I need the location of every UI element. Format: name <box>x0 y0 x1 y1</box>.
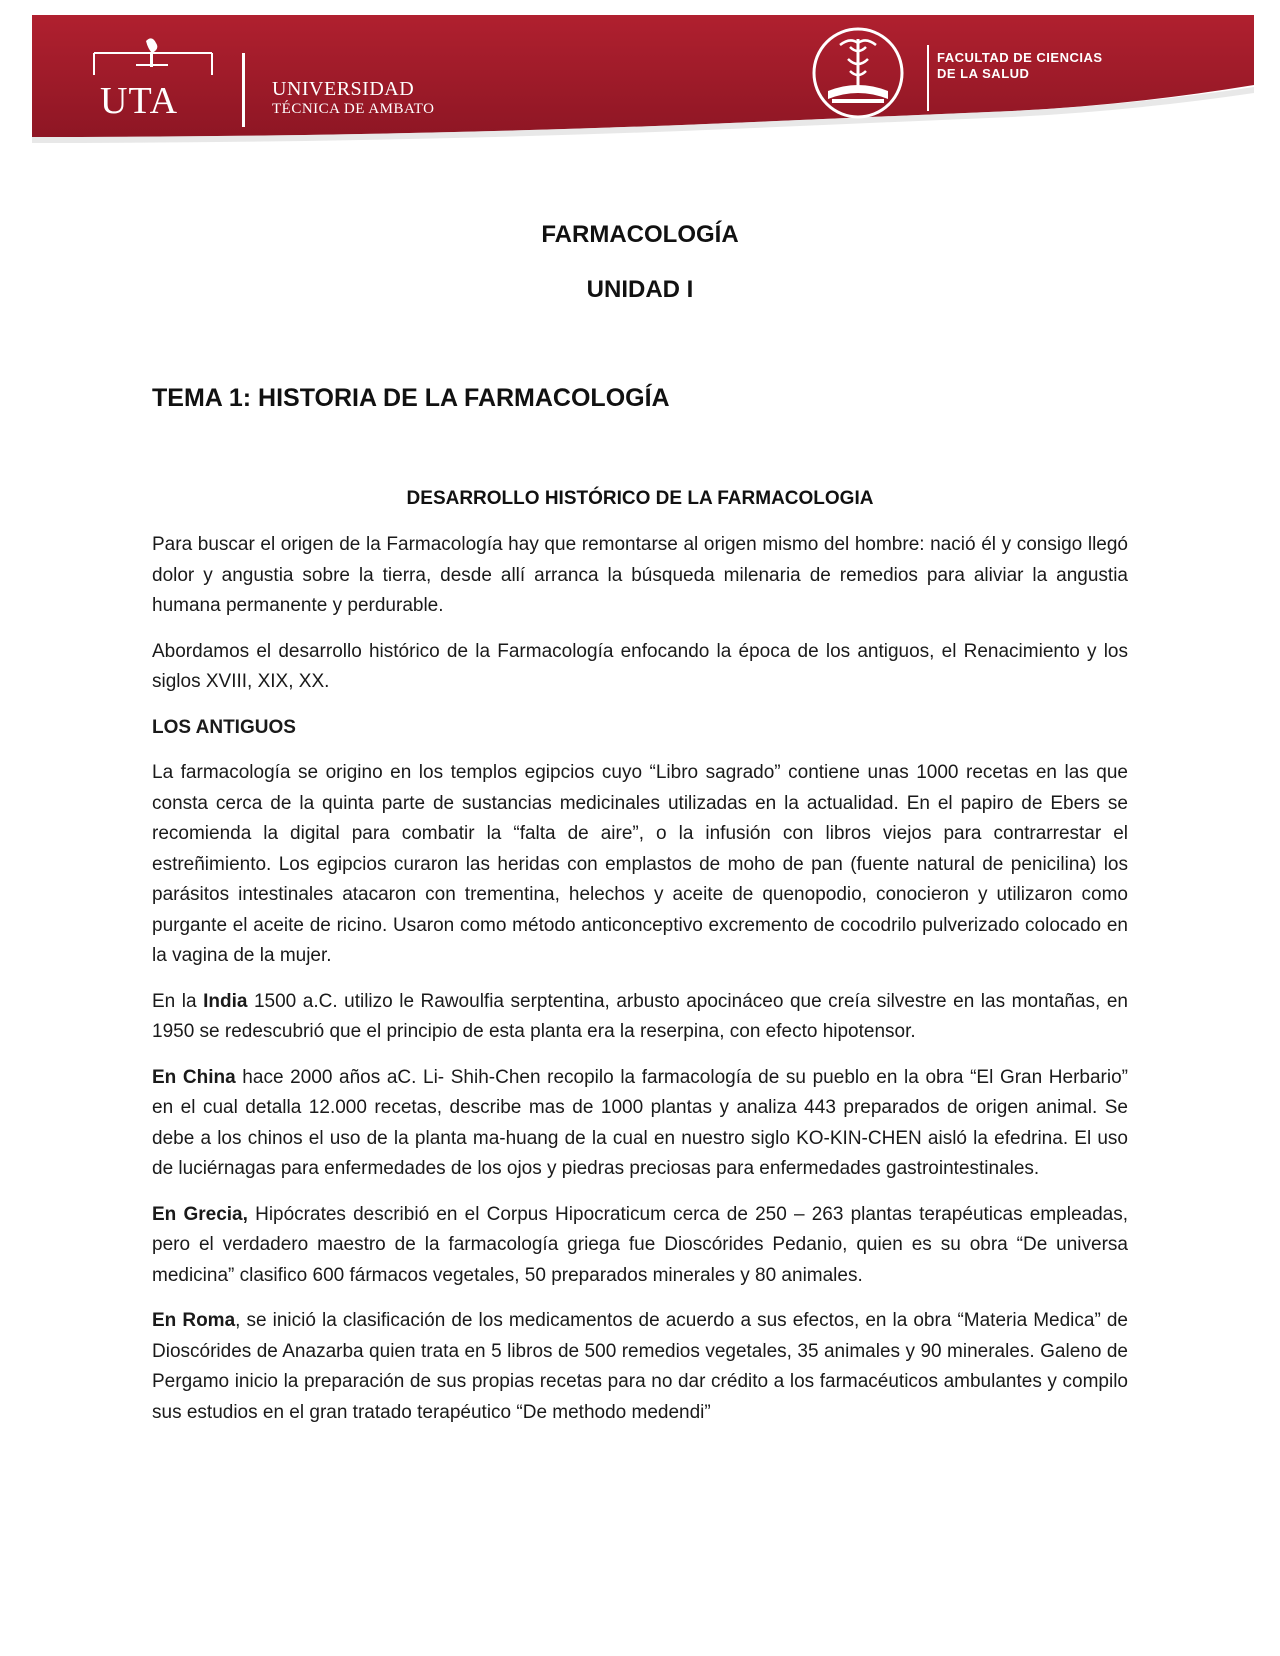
paragraph-approach: Abordamos el desarrollo histórico de la Farmacología enfocando la época de los antiguos, el Renacimiento y los siglos XVIII, XIX, XX. <box>152 640 1128 692</box>
greece-label: En Grecia, <box>152 1203 248 1225</box>
paragraph-greece <box>152 1200 1128 1292</box>
paragraph-rome <box>152 1306 1128 1428</box>
china-text: hace 2000 años aC. Li- Shih-Chen recopilo la farmacología de su pueblo en la obra “El Gran Herbario” en el cual detalla 12.000 recetas, describe mas de 1000 plantas y analiza 443 preparados de origen animal. Se debe a los chinos el uso de la planta ma-huang de la cual en nuestro siglo KO-KIN-CHEN aisló la efedrina. El uso de luciérnagas para enfermedades de los ojos y piedras preciosas para enfermedades gastrointestinales. <box>152 1066 1128 1179</box>
university-name-line2: TÉCNICA DE AMBATO <box>272 101 435 117</box>
subheading-los-antiguos: LOS ANTIGUOS <box>152 716 296 738</box>
logo-divider <box>242 53 245 127</box>
unit-title: UNIDAD I <box>586 276 694 303</box>
rome-label: En Roma <box>152 1310 236 1331</box>
header-banner <box>32 15 1254 143</box>
greece-text: Hipócrates describió en el Corpus Hipocraticum cerca de 250 – 263 plantas terapéuticas empleadas, pero el verdadero maestro de la farmacología griega fue Dioscórides Pedanio, quien es su obra “De universa medicina” clasifico 600 fármacos vegetales, 50 preparados minerales y 80 animales. <box>152 1203 1128 1286</box>
paragraph-india <box>152 987 1128 1048</box>
china-label: En China <box>152 1066 236 1088</box>
document-title: FARMACOLOGÍA <box>541 221 739 248</box>
university-name <box>272 79 434 117</box>
paragraph-china <box>152 1063 1128 1185</box>
faculty-divider <box>927 45 929 111</box>
section-heading: DESARROLLO HISTÓRICO DE LA FARMACOLOGIA <box>406 488 874 509</box>
university-name-line1: UNIVERSIDAD <box>272 78 415 100</box>
topic-heading: TEMA 1: HISTORIA DE LA FARMACOLOGÍA <box>152 384 670 412</box>
faculty-seal-icon <box>810 25 906 121</box>
india-text: 1500 a.C. utilizo le Rawoulfia serptentina, arbusto apocináceo que creía silvestre en las montañas, en 1950 se redescubrió que el principio de esta planta era la reserpina, con efecto hipotensor. <box>152 990 1128 1042</box>
faculty-name <box>937 50 1103 82</box>
faculty-name-line2: DE LA SALUD <box>937 66 1030 81</box>
paragraph-origin: Para buscar el origen de la Farmacología hay que remontarse al origen mismo del hombre: nació él y consigo llegó dolor y angustia sobre la tierra, desde allí arranca la búsqueda milenaria de remedios para aliviar la angustia humana permanente y perdurable. <box>152 534 1128 616</box>
india-intro: En la <box>152 990 204 1012</box>
rome-text: , se inició la clasificación de los medicamentos de acuerdo a sus efectos, en la obra “Materia Medica” de Dioscórides de Anazarba quien trata en 5 libros de 500 remedios vegetales, 35 animales y 90 minerales. Galeno de Pergamo inicio la preparación de sus propias recetas para no dar crédito a los farmacéuticos ambulantes y compilo sus estudios en el gran tratado terapéutico “De methodo medendi” <box>152 1310 1128 1423</box>
uta-abbreviation: UTA <box>100 80 179 122</box>
document-content <box>152 530 1128 1443</box>
faculty-name-line1: FACULTAD DE CIENCIAS <box>937 50 1103 65</box>
india-label: India <box>203 990 248 1012</box>
paragraph-egypt: La farmacología se origino en los templos egipcios cuyo “Libro sagrado” contiene unas 1000 recetas en las que consta cerca de la quinta parte de sustancias medicinales utilizadas en la actualidad. En el papiro de Ebers se recomienda la digital para combatir la “falta de aire”, o la infusión con libros viejos para contrarrestar el estreñimiento. Los egipcios curaron las heridas con emplastos de moho de pan (fuente natural de penicilina) los parásitos intestinales atacaron con trementina, helechos y aceite de quenopodio, conocieron y utilizaron como purgante el aceite de ricino. Usaron como método anticonceptivo excremento de cocodrilo pulverizado colocado en la vagina de la mujer. <box>152 762 1128 966</box>
